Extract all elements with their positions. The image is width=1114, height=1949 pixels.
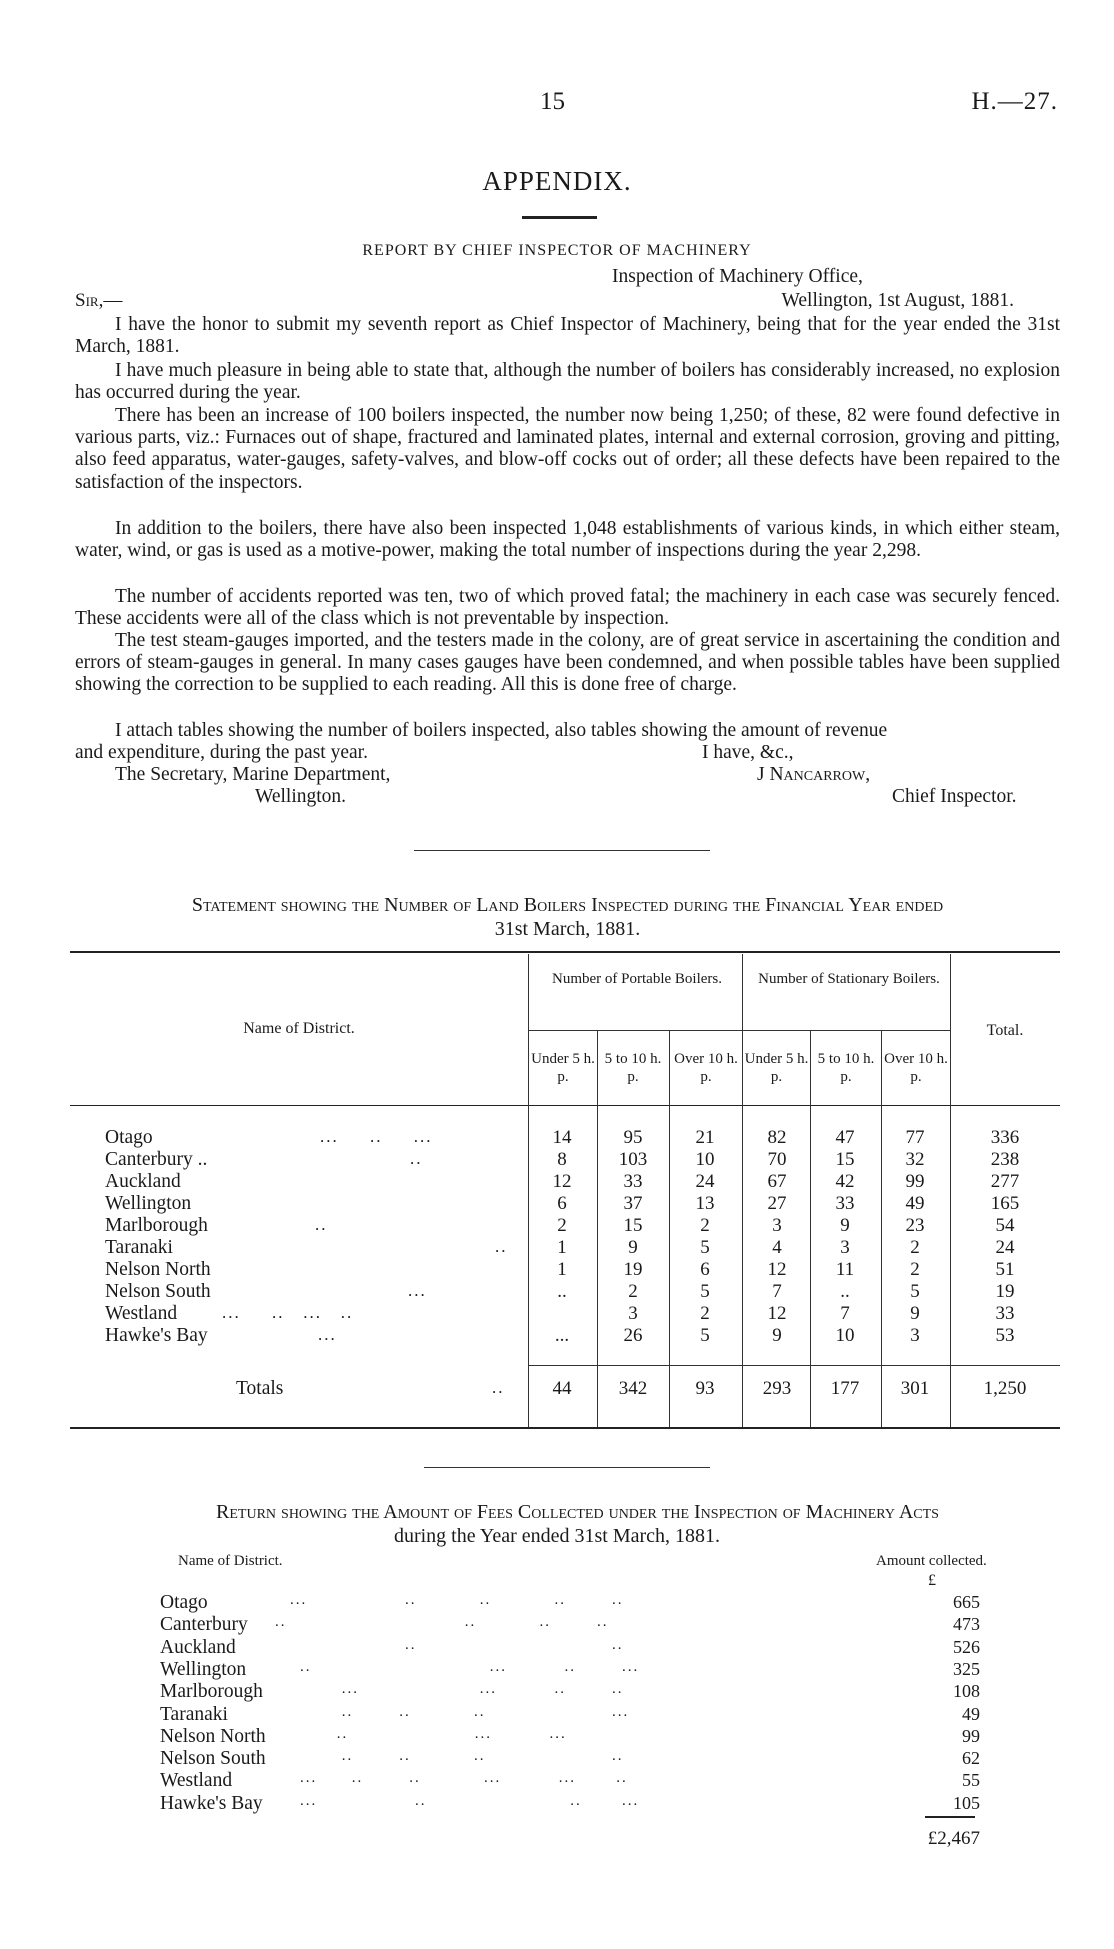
boiler-count-cell: 15 bbox=[835, 1149, 855, 1170]
boiler-count-cell: 5 bbox=[700, 1237, 710, 1258]
boiler-count-cell: 27 bbox=[767, 1193, 787, 1214]
dot-leader: .. bbox=[315, 1215, 328, 1234]
letter-paragraph: The test steam-gauges imported, and the testers made in the colony, are of great service in ascertaining the condition and errors of steam-gauges in general. In many cases gauges have been condemned, and when possible tables have been supplied showing the correction to be supplied to each reading. All this is done free of charge. bbox=[75, 630, 1060, 696]
table-header-rule bbox=[70, 1105, 1060, 1106]
column-header-district: Name of District. bbox=[243, 1020, 355, 1037]
district-name: Nelson North bbox=[105, 1259, 211, 1280]
letter-address-line1: Inspection of Machinery Office, bbox=[612, 266, 863, 287]
dot-leader: .. .. bbox=[290, 1636, 624, 1653]
fee-amount: 473 bbox=[953, 1614, 980, 1635]
boiler-count-cell: 2 bbox=[700, 1303, 710, 1324]
fee-district-name: Hawke's Bay bbox=[160, 1792, 263, 1814]
boiler-count-cell: 19 bbox=[623, 1259, 643, 1280]
district-name: Otago bbox=[105, 1127, 153, 1148]
letter-addressee-city: Wellington. bbox=[255, 786, 347, 807]
boiler-count-cell: 37 bbox=[623, 1193, 643, 1214]
district-name: Taranaki bbox=[105, 1237, 173, 1258]
row-total-cell: 165 bbox=[990, 1193, 1020, 1214]
district-name: Marlborough bbox=[105, 1215, 208, 1236]
letter-paragraph: I attach tables showing the number of boilers inspected, also tables showing the amount of revenue bbox=[115, 720, 888, 741]
report-title: REPORT BY CHIEF INSPECTOR OF MACHINERY bbox=[362, 242, 752, 259]
column-total-cell: 44 bbox=[552, 1378, 572, 1399]
district-name: Hawke's Bay bbox=[105, 1325, 208, 1346]
table-bottom-rule bbox=[70, 1427, 1060, 1429]
boiler-count-cell: 4 bbox=[772, 1237, 782, 1258]
signatory-name: J Nancarrow, bbox=[757, 764, 871, 785]
letter-last-line: and expenditure, during the past year. bbox=[75, 742, 368, 763]
fee-district-name: Nelson South bbox=[160, 1748, 266, 1770]
boiler-count-cell: 3 bbox=[910, 1325, 920, 1346]
letter-paragraph: I have the honor to submit my seventh report as Chief Inspector of Machinery, being that for the year ended the 31st March, 1881. bbox=[75, 314, 1060, 358]
column-header-portable-under5: Under 5 h. p. bbox=[531, 1051, 595, 1085]
letter-paragraph: I have much pleasure in being able to state that, although the number of boilers has considerably increased, no explosion has occurred during the year. bbox=[75, 360, 1060, 404]
signatory-title: Chief Inspector. bbox=[892, 786, 1017, 807]
column-header-portable-over10: Over 10 h. p. bbox=[674, 1051, 738, 1085]
boiler-count-cell: 32 bbox=[905, 1149, 925, 1170]
letter-address-line2: Wellington, 1st August, 1881. bbox=[781, 290, 1014, 311]
boiler-count-cell: 13 bbox=[695, 1193, 715, 1214]
group-header-stationary: Number of Stationary Boilers. bbox=[758, 971, 940, 987]
fees-column-header-district: Name of District. bbox=[178, 1553, 283, 1569]
fee-amount: 99 bbox=[962, 1725, 980, 1746]
dot-leader: ... .. ... bbox=[320, 1127, 433, 1146]
dot-leader: .. .. .. ... bbox=[290, 1703, 630, 1720]
letter-salutation: Sir,— bbox=[75, 290, 123, 311]
dot-leader: ... .. .. .. .. bbox=[290, 1592, 624, 1608]
boiler-count-cell: 1 bbox=[557, 1259, 567, 1280]
column-total-cell: 301 bbox=[900, 1378, 930, 1399]
fee-amount: 108 bbox=[953, 1681, 980, 1702]
fee-amount: 105 bbox=[953, 1792, 980, 1813]
fee-amount: 62 bbox=[962, 1748, 980, 1769]
fee-district-name: Marlborough bbox=[160, 1681, 263, 1703]
boiler-count-cell: 12 bbox=[552, 1171, 572, 1192]
column-total-cell: 293 bbox=[762, 1378, 792, 1399]
row-total-cell: 54 bbox=[995, 1215, 1015, 1236]
row-total-cell: 238 bbox=[990, 1149, 1020, 1170]
fee-district-name: Nelson North bbox=[160, 1725, 266, 1747]
group-header-portable: Number of Portable Boilers. bbox=[552, 971, 722, 987]
group-header-rule bbox=[528, 1030, 950, 1031]
boiler-count-cell: 33 bbox=[623, 1171, 643, 1192]
boiler-count-cell: .. bbox=[557, 1281, 567, 1302]
boiler-count-cell: 99 bbox=[905, 1171, 925, 1192]
boiler-count-cell: 2 bbox=[910, 1259, 920, 1280]
dot-leader: .. bbox=[495, 1237, 508, 1256]
row-total-cell: 53 bbox=[995, 1325, 1015, 1346]
boiler-count-cell: 42 bbox=[835, 1171, 855, 1192]
fee-district-name: Westland bbox=[160, 1770, 233, 1792]
fees-table-caption-date: during the Year ended 31st March, 1881. bbox=[393, 1525, 721, 1547]
boiler-count-cell: .. bbox=[840, 1281, 850, 1302]
dot-leader: .. ... ... bbox=[285, 1725, 567, 1742]
boiler-count-cell: 103 bbox=[618, 1149, 648, 1170]
boiler-count-cell: ... bbox=[554, 1325, 570, 1346]
boiler-count-cell: 7 bbox=[840, 1303, 850, 1324]
dot-leader: .. ... .. ... bbox=[300, 1658, 640, 1675]
district-name: Wellington bbox=[105, 1193, 192, 1214]
fees-total: £2,467 bbox=[927, 1828, 980, 1849]
boiler-count-cell: 3 bbox=[840, 1237, 850, 1258]
boiler-count-cell: 6 bbox=[557, 1193, 567, 1214]
dot-leader: .. bbox=[410, 1149, 423, 1168]
boiler-count-cell: 9 bbox=[628, 1237, 638, 1258]
boiler-count-cell: 9 bbox=[840, 1215, 850, 1236]
row-total-cell: 51 bbox=[995, 1259, 1015, 1280]
boiler-count-cell: 5 bbox=[700, 1325, 710, 1346]
boiler-count-cell: 33 bbox=[835, 1193, 855, 1214]
boiler-count-cell: 24 bbox=[695, 1171, 715, 1192]
boiler-count-cell: 70 bbox=[767, 1149, 787, 1170]
fees-total-rule bbox=[925, 1816, 975, 1818]
boiler-count-cell: 23 bbox=[905, 1215, 925, 1236]
boiler-count-cell: 9 bbox=[772, 1325, 782, 1346]
district-name: Nelson South bbox=[105, 1281, 211, 1302]
row-total-cell: 277 bbox=[990, 1171, 1020, 1192]
boiler-count-cell: 14 bbox=[552, 1127, 572, 1148]
row-total-cell: 33 bbox=[995, 1303, 1015, 1324]
dot-leader: ... .. .. ... bbox=[300, 1792, 640, 1809]
fees-currency-symbol: £ bbox=[928, 1572, 936, 1589]
section-divider bbox=[414, 850, 710, 851]
boiler-count-cell: 2 bbox=[557, 1215, 567, 1236]
boiler-count-cell: 2 bbox=[628, 1281, 638, 1302]
fee-amount: 49 bbox=[962, 1703, 980, 1724]
boiler-count-cell: 15 bbox=[623, 1215, 643, 1236]
boiler-count-cell: 67 bbox=[767, 1171, 787, 1192]
boiler-count-cell: 9 bbox=[910, 1303, 920, 1324]
boiler-count-cell: 5 bbox=[700, 1281, 710, 1302]
column-header-total: Total. bbox=[986, 1022, 1024, 1039]
fee-district-name: Canterbury bbox=[160, 1614, 248, 1636]
boiler-count-cell: 8 bbox=[557, 1149, 567, 1170]
row-total-cell: 24 bbox=[995, 1237, 1015, 1258]
boiler-count-cell: 6 bbox=[700, 1259, 710, 1280]
boiler-count-cell: 3 bbox=[628, 1303, 638, 1324]
boiler-count-cell: 77 bbox=[905, 1127, 925, 1148]
fee-district-name: Wellington bbox=[160, 1658, 247, 1680]
boiler-count-cell: 49 bbox=[905, 1193, 925, 1214]
boiler-count-cell: 95 bbox=[623, 1127, 643, 1148]
boiler-count-cell: 12 bbox=[767, 1303, 787, 1324]
column-header-stationary-over10: Over 10 h. p. bbox=[884, 1051, 948, 1085]
boiler-count-cell: 1 bbox=[557, 1237, 567, 1258]
district-name: Westland bbox=[105, 1303, 178, 1324]
row-total-cell: 19 bbox=[995, 1281, 1015, 1302]
boiler-count-cell: 26 bbox=[623, 1325, 643, 1346]
fee-district-name: Otago bbox=[160, 1592, 208, 1613]
boiler-count-cell: 10 bbox=[695, 1149, 715, 1170]
column-total-cell: 177 bbox=[830, 1378, 860, 1399]
totals-leader: .. bbox=[492, 1378, 505, 1397]
column-header-stationary-under5: Under 5 h. p. bbox=[744, 1051, 809, 1085]
column-header-stationary-5to10: 5 to 10 h. p. bbox=[817, 1051, 875, 1085]
boiler-count-cell: 21 bbox=[695, 1127, 715, 1148]
boiler-count-cell: 10 bbox=[835, 1325, 855, 1346]
dot-leader: ... .. ... .. bbox=[222, 1303, 354, 1322]
column-header-portable-5to10: 5 to 10 h. p. bbox=[604, 1051, 662, 1085]
totals-label: Totals bbox=[236, 1378, 284, 1399]
boiler-count-cell: 2 bbox=[700, 1215, 710, 1236]
row-total-cell: 336 bbox=[990, 1127, 1020, 1148]
boiler-count-cell: 47 bbox=[835, 1127, 855, 1148]
title-rule bbox=[522, 216, 597, 219]
boiler-count-cell: 2 bbox=[910, 1237, 920, 1258]
letter-closing: I have, &c., bbox=[702, 742, 794, 763]
boilers-table-caption: Statement showing the Number of Land Boilers Inspected during the Financial Year ended bbox=[191, 894, 944, 916]
district-name: Canterbury .. bbox=[105, 1149, 208, 1170]
boiler-count-cell: 12 bbox=[767, 1259, 787, 1280]
column-total-cell: 1,250 bbox=[983, 1378, 1027, 1399]
column-total-cell: 342 bbox=[618, 1378, 648, 1399]
table-top-rule bbox=[70, 951, 1060, 953]
letter-paragraph: In addition to the boilers, there have also been inspected 1,048 establishments of various kinds, in which either steam, water, wind, or gas is used as a motive-power, making the total number of inspections during the year 2,298. bbox=[75, 518, 1060, 562]
letter-addressee: The Secretary, Marine Department, bbox=[115, 764, 391, 785]
fee-amount: 325 bbox=[953, 1658, 980, 1679]
dot-leader: ... ... .. .. bbox=[290, 1681, 624, 1698]
dot-leader: ... bbox=[318, 1325, 337, 1344]
fee-amount: 526 bbox=[953, 1636, 980, 1657]
dot-leader: .. .. .. .. bbox=[275, 1614, 609, 1631]
fee-district-name: Taranaki bbox=[160, 1703, 228, 1725]
fee-amount: 55 bbox=[962, 1770, 980, 1791]
fee-amount: 665 bbox=[953, 1592, 980, 1612]
boiler-count-cell: 82 bbox=[767, 1127, 787, 1148]
document-reference: H.—27. bbox=[971, 88, 1058, 115]
dot-leader: .. .. .. .. bbox=[290, 1748, 624, 1765]
fee-district-name: Auckland bbox=[160, 1636, 236, 1658]
boiler-count-cell: 11 bbox=[835, 1259, 855, 1280]
page-number: 15 bbox=[540, 88, 565, 115]
appendix-title: APPENDIX. bbox=[482, 166, 632, 196]
dot-leader: ... .. .. ... ... .. bbox=[300, 1770, 628, 1787]
boiler-count-cell: 3 bbox=[772, 1215, 782, 1236]
boiler-count-cell: 7 bbox=[772, 1281, 782, 1302]
fees-table-caption: Return showing the Amount of Fees Collected under the Inspection of Machinery Acts bbox=[216, 1501, 939, 1523]
district-name: Auckland bbox=[105, 1171, 181, 1192]
column-total-cell: 93 bbox=[695, 1378, 715, 1399]
boiler-count-cell: 5 bbox=[910, 1281, 920, 1302]
totals-rule bbox=[528, 1365, 1060, 1366]
fees-column-header-amount: Amount collected. bbox=[876, 1553, 987, 1569]
letter-paragraph: The number of accidents reported was ten, two of which proved fatal; the machinery in each case was securely fenced. These accidents were all of the class which is not preventable by inspection. bbox=[75, 586, 1060, 630]
section-divider bbox=[424, 1467, 710, 1468]
boilers-table-caption-date: 31st March, 1881. bbox=[494, 918, 641, 940]
dot-leader: ... bbox=[408, 1281, 427, 1300]
letter-paragraph: There has been an increase of 100 boilers inspected, the number now being 1,250; of these, 82 were found defective in various parts, viz.: Furnaces out of shape, fractured and laminated plates, internal and external corrosion, groving and pitting, also feed apparatus, water-gauges, safety-valves, and blow-off cocks out of order; all these defects have been repaired to the satisfaction of the inspectors. bbox=[75, 405, 1060, 493]
